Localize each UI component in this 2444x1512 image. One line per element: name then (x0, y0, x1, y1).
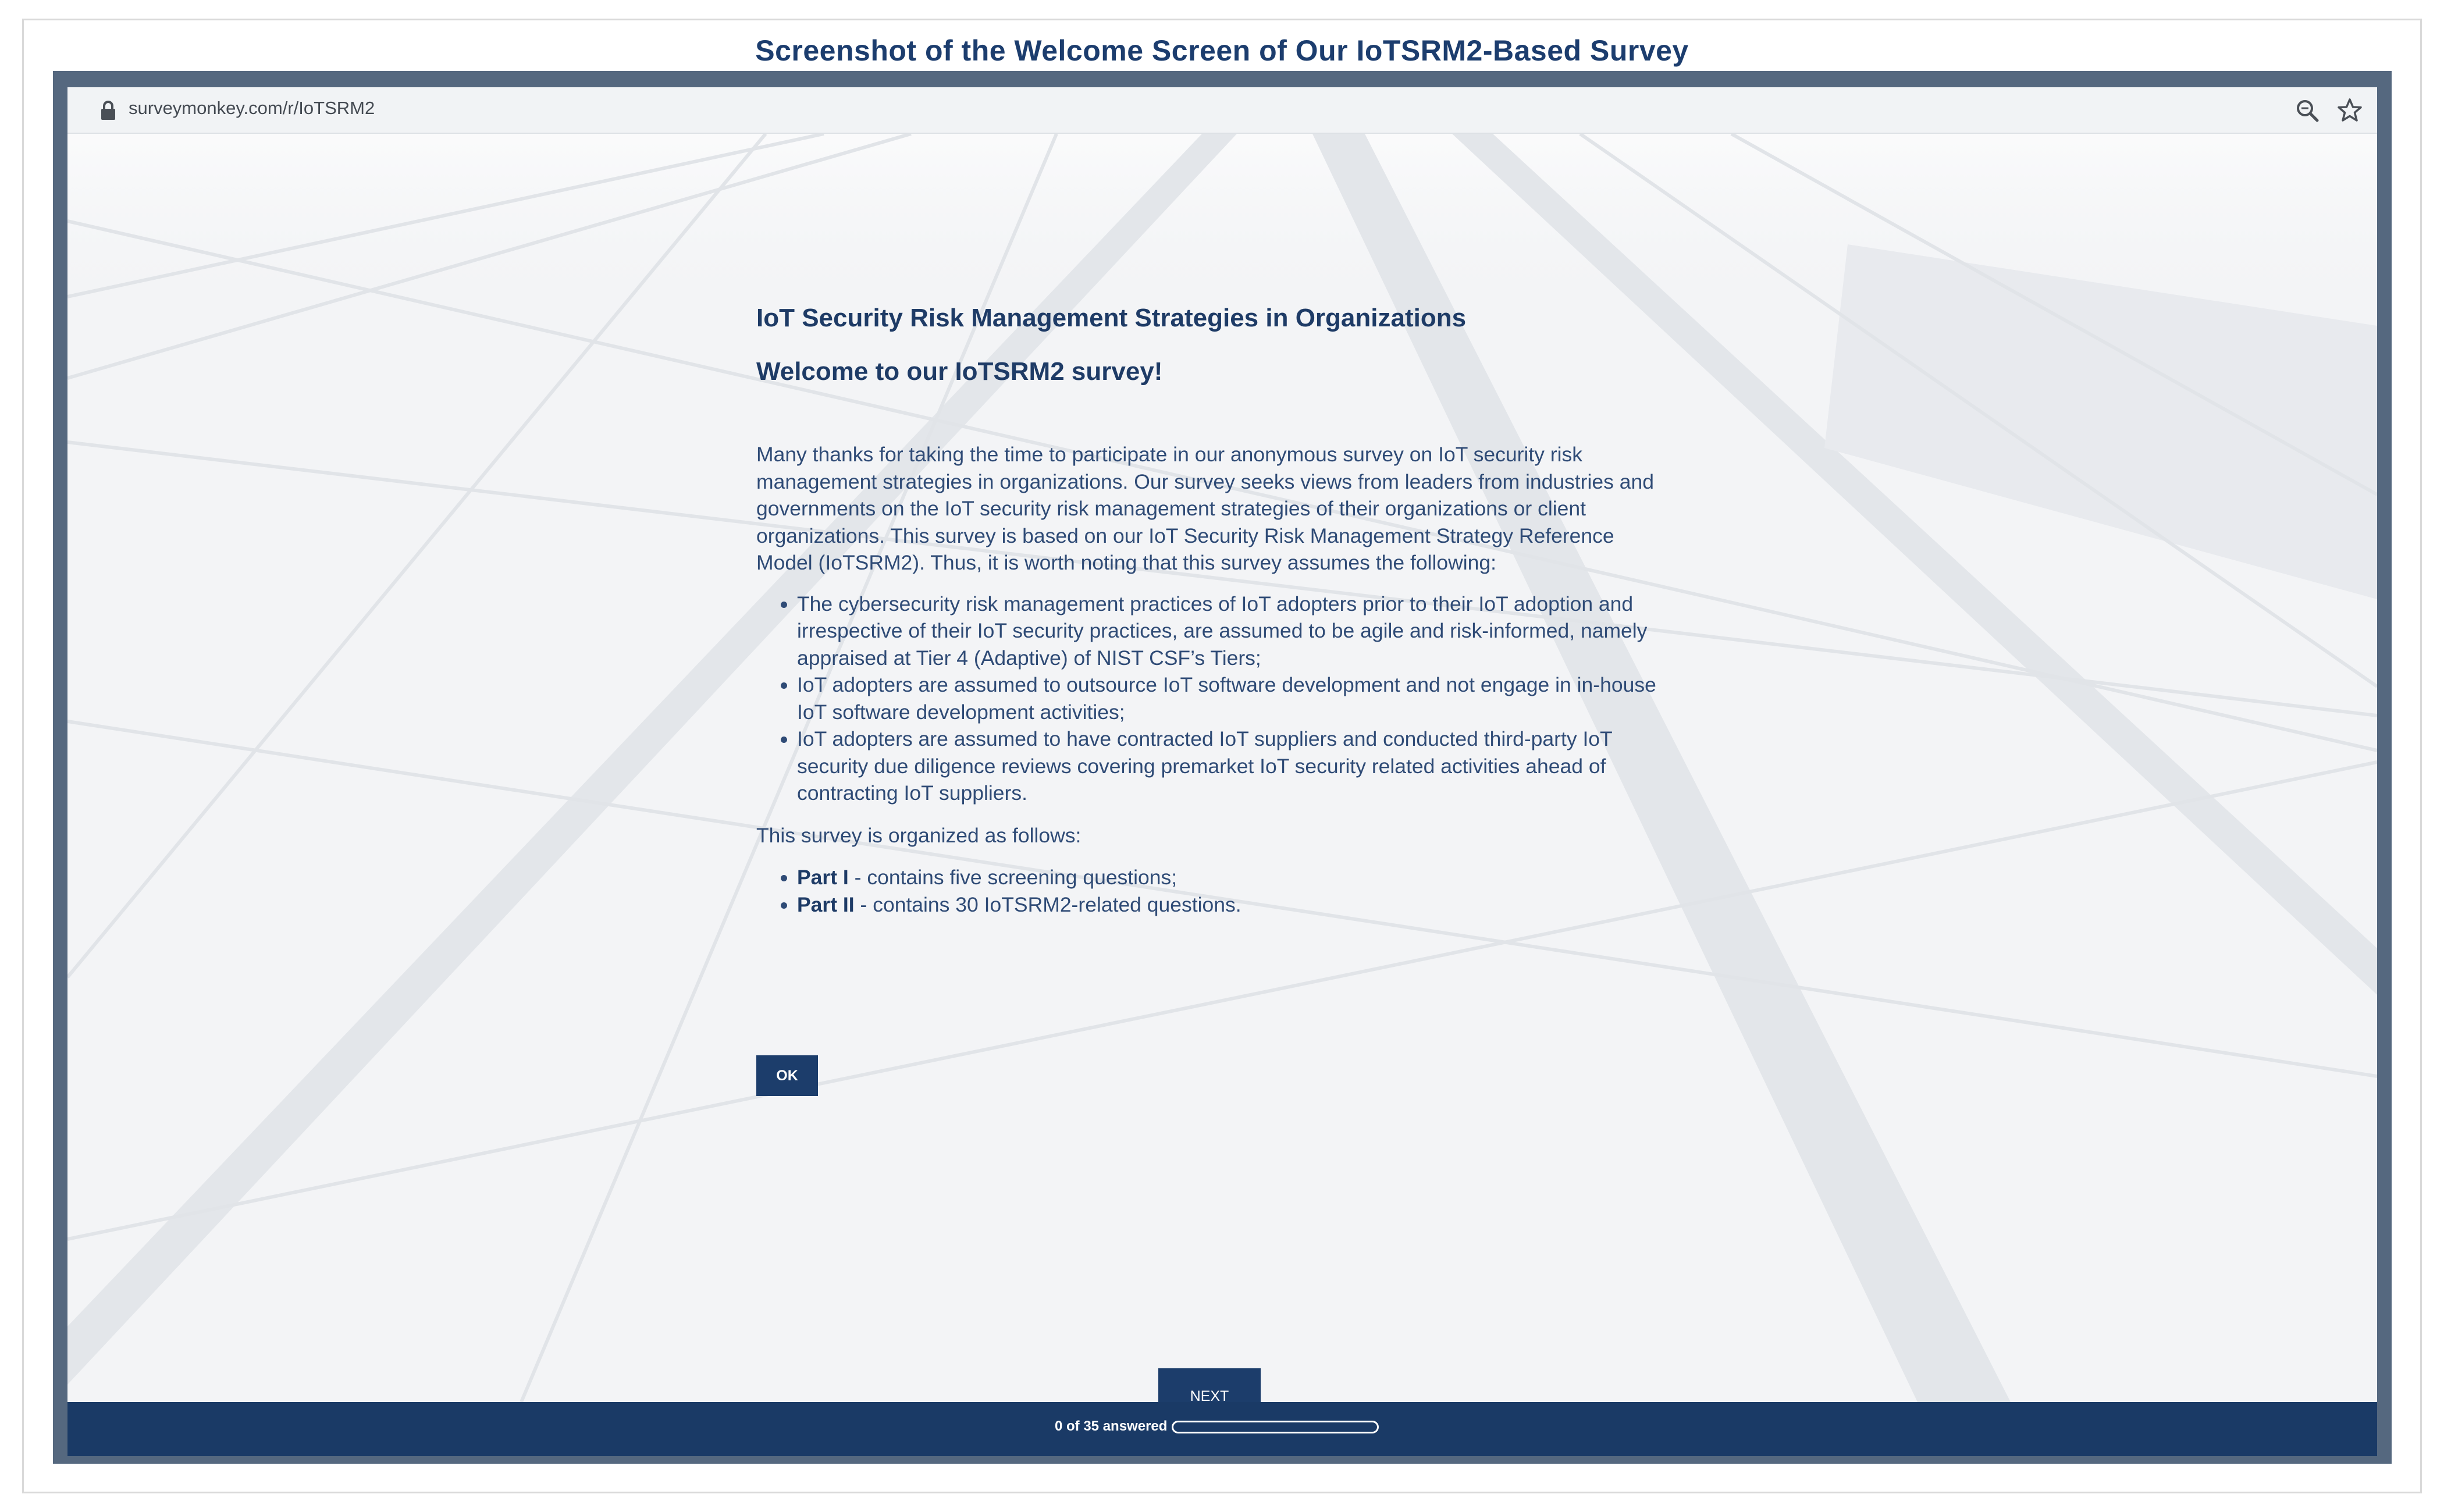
part-description: - contains five screening questions; (848, 866, 1177, 889)
figure-caption: Screenshot of the Welcome Screen of Our IoTSRM2-Based Survey (755, 34, 1689, 67)
assumption-item: • The cybersecurity risk management practices of IoT adopters prior to their IoT adoption and irrespective of their IoT security practices, are assumed to be agile and risk-informed, namely appraised at Tier 4 (Adaptive) of NIST CSF’s Tiers; (797, 590, 1664, 672)
part-description: - contains 30 IoTSRM2-related questions. (854, 892, 1241, 916)
survey-welcome-heading: Welcome to our IoTSRM2 survey! (756, 357, 1163, 386)
url-text[interactable]: surveymonkey.com/r/IoTSRM2 (129, 98, 375, 118)
assumptions-list (756, 590, 1664, 807)
assumption-item: • IoT adopters are assumed to have contracted IoT suppliers and conducted third-party IoT security due diligence reviews covering premarket IoT security related activities ahead of contracting IoT suppliers. (797, 725, 1664, 807)
part-name: Part II (797, 892, 855, 916)
intro-paragraph: Many thanks for taking the time to participate in our anonymous survey on IoT security risk management strategies in organizations. Our survey seeks views from leaders from industries and governments on the IoT security risk management strategies of their organizations or client organizations. This survey is based on our IoT Security Risk Management Strategy Reference Model (IoTSRM2). Thus, it is worth noting that this survey assumes the following: (756, 443, 1654, 574)
part-item (797, 864, 1664, 891)
ok-button[interactable]: OK (756, 1055, 818, 1096)
next-button[interactable]: NEXT (1158, 1368, 1261, 1402)
parts-list (756, 864, 1664, 918)
assumption-item: • IoT adopters are assumed to outsource IoT software development and not engage in in-house IoT software development activities; (797, 671, 1664, 725)
survey-title: IoT Security Risk Management Strategies in Organizations (756, 304, 1467, 332)
progress-footer (67, 1402, 2377, 1456)
progress-text: 0 of 35 answered (1055, 1418, 1168, 1434)
address-bar[interactable] (67, 87, 2377, 134)
star-icon[interactable] (2336, 97, 2363, 124)
organization-label: This survey is organized as follows: (756, 823, 1082, 847)
browser-window (53, 71, 2392, 1464)
zoom-icon[interactable] (2294, 98, 2320, 123)
part-name: Part I (797, 866, 849, 889)
progress-bar (1172, 1421, 1379, 1433)
part-item (797, 891, 1664, 919)
survey-page (67, 134, 2377, 1402)
lock-icon (99, 100, 117, 121)
survey-content (756, 303, 1664, 918)
